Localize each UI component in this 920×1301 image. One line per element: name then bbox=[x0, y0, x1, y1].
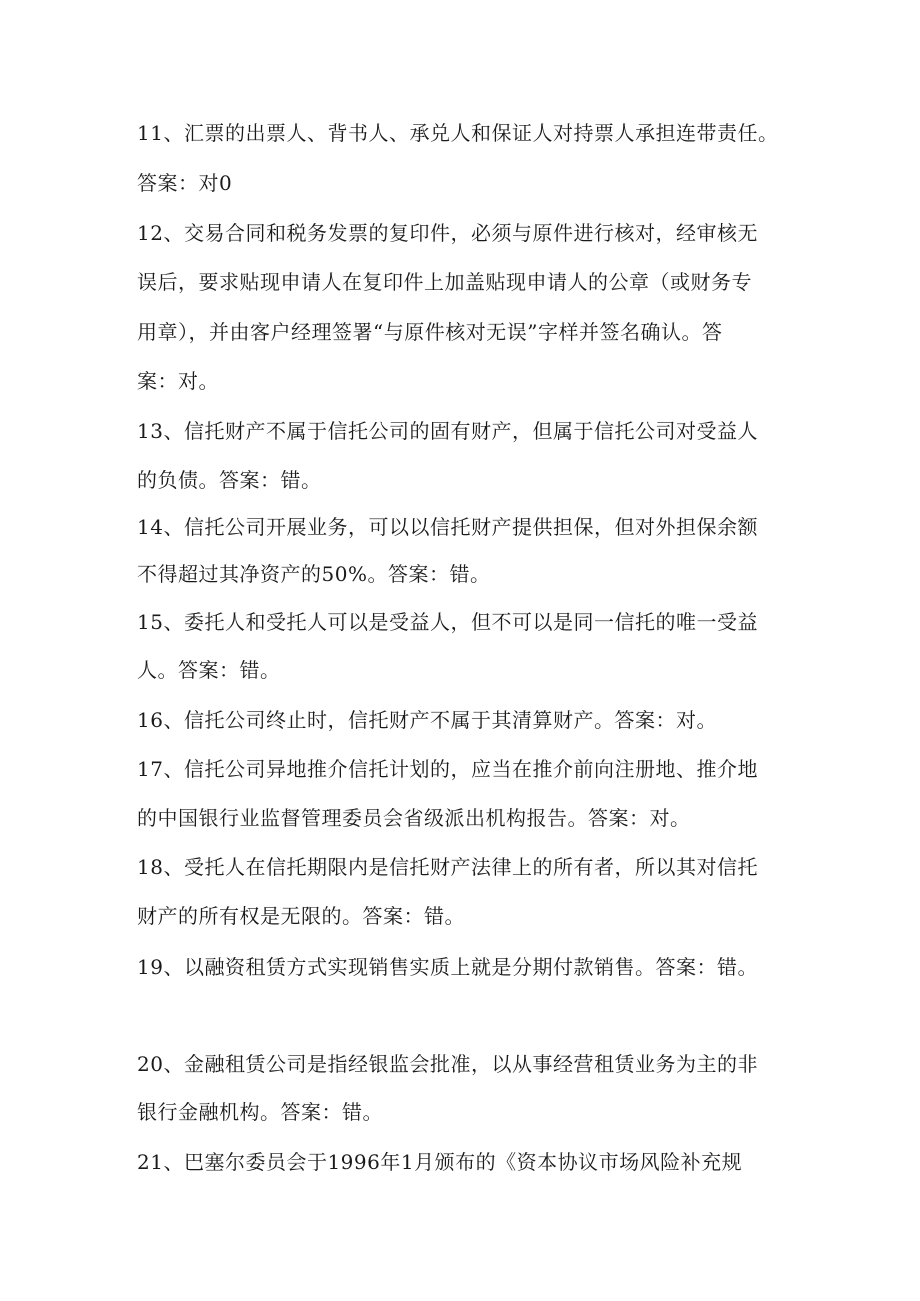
text-line: 21、巴塞尔委员会于1996年1月颁布的《资本协议市场风险补充规 bbox=[137, 1150, 743, 1174]
text-line: 13、信托财产不属于信托公司的固有财产，但属于信托公司对受益人 bbox=[137, 419, 758, 443]
text-line: 财产的所有权是无限的。答案：错。 bbox=[137, 904, 465, 928]
text-line: 的负债。答案：错。 bbox=[137, 468, 322, 492]
text-line: 答案：对0 bbox=[137, 171, 233, 195]
text-line: 20、金融租赁公司是指经银监会批准，以从事经营租赁业务为主的非 bbox=[137, 1052, 758, 1076]
text-line: 用章），并由客户经理签署“与原件核对无误”字样并签名确认。答 bbox=[137, 320, 723, 344]
text-line: 15、委托人和受托人可以是受益人，但不可以是同一信托的唯一受益 bbox=[137, 610, 758, 634]
text-line: 案：对。 bbox=[137, 369, 219, 393]
text-line: 16、信托公司终止时，信托财产不属于其清算财产。答案：对。 bbox=[137, 708, 717, 732]
text-line: 不得超过其净资产的50%。答案：错。 bbox=[137, 562, 491, 586]
text-line: 11、汇票的出票人、背书人、承兑人和保证人对持票人承担连带责任。 bbox=[137, 121, 779, 145]
text-line: 19、以融资租赁方式实现销售实质上就是分期付款销售。答案：错。 bbox=[137, 955, 758, 979]
text-line: 14、信托公司开展业务，可以以信托财产提供担保，但对外担保余额 bbox=[137, 515, 758, 539]
text-line: 人。答案：错。 bbox=[137, 658, 281, 682]
text-line: 17、信托公司异地推介信托计划的，应当在推介前向注册地、推介地 bbox=[137, 757, 758, 781]
text-line: 误后，要求贴现申请人在复印件上加盖贴现申请人的公章（或财务专 bbox=[137, 270, 752, 294]
text-line: 12、交易合同和税务发票的复印件，必须与原件进行核对，经审核无 bbox=[137, 221, 758, 245]
text-line: 银行金融机构。答案：错。 bbox=[137, 1100, 383, 1124]
text-line: 18、受托人在信托期限内是信托财产法律上的所有者，所以其对信托 bbox=[137, 855, 758, 879]
text-line: 的中国银行业监督管理委员会省级派出机构报告。答案：对。 bbox=[137, 806, 691, 830]
